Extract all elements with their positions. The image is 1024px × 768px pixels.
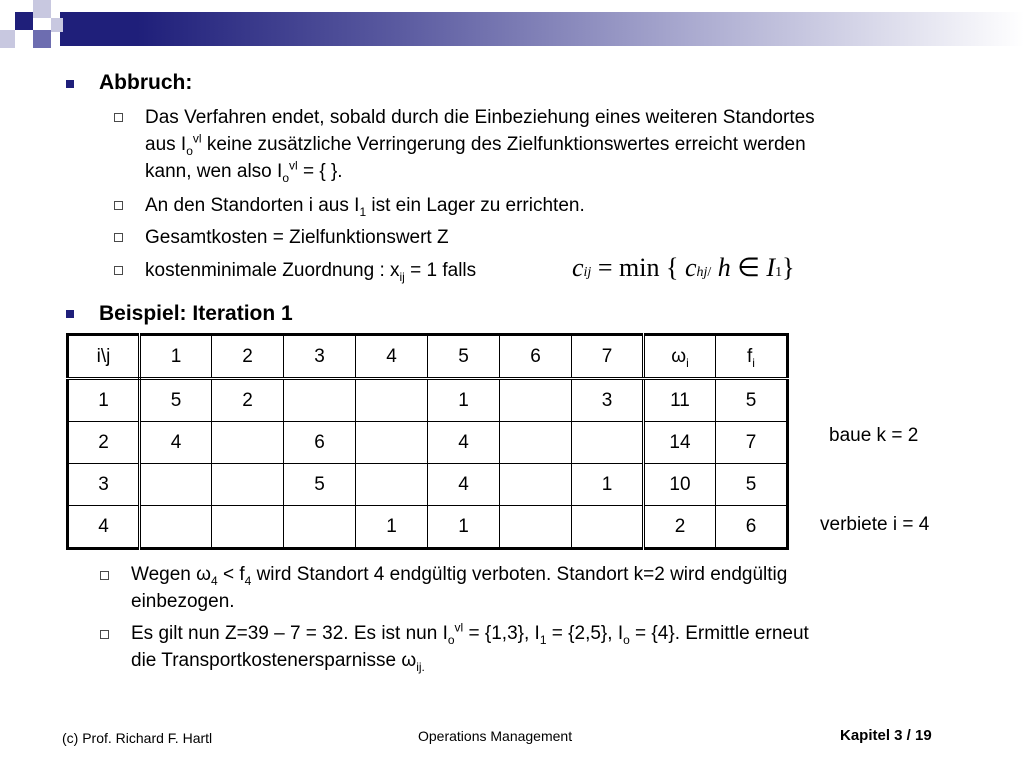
- table-cell: [356, 379, 428, 422]
- header-square-3: [33, 30, 51, 48]
- header-cell-f: $f_i$: [716, 335, 788, 379]
- header-square-1: [15, 12, 33, 30]
- table-cell: 5: [284, 464, 356, 506]
- table-cell: [572, 506, 644, 549]
- header-cell-omega: $\omega_i$: [644, 335, 716, 379]
- table-cell: 3: [572, 379, 644, 422]
- table-cell: [500, 464, 572, 506]
- checkbox-bullet-icon: [100, 571, 109, 580]
- bullet-square-icon: [66, 310, 74, 318]
- conclusion-item-1-line-1: Wegen $\omega_4 < f_4$ wird Standort 4 endgültig verboten. Standort k=2 wird endgültig: [131, 564, 788, 588]
- table-cell: 4: [428, 464, 500, 506]
- table-cell: 10: [644, 464, 716, 506]
- table-cell: [500, 506, 572, 549]
- table-cell: [212, 422, 284, 464]
- table-cell: 3: [68, 464, 140, 506]
- table-cell: 5: [140, 379, 212, 422]
- table-cell: [284, 506, 356, 549]
- header-cell-ij: i\j: [68, 335, 140, 379]
- header-cell: 3: [284, 335, 356, 379]
- table-cell: [356, 464, 428, 506]
- header-cell: 7: [572, 335, 644, 379]
- header-square-4: [0, 30, 15, 48]
- abbruch-item-1-line-3: kann, wen also $I_o^{vl}$ = { }.: [145, 158, 343, 185]
- heading-beispiel: Beispiel: Iteration 1: [99, 302, 293, 325]
- table-cell: 6: [716, 506, 788, 549]
- table-cell: 1: [356, 506, 428, 549]
- conclusion-item-2-line-1: Es gilt nun Z=39 – 7 = 32. Es ist nun $I_o^{vl} = \{1,3\}$, $I_1 = \{2,5\}$, $I_o = \{4\}$. Ermittle erneut: [131, 620, 809, 647]
- footer-title: Operations Management: [418, 728, 573, 744]
- assignment-formula: cij = min { chj/ h ∈ I1}: [572, 253, 795, 282]
- header-cell: 2: [212, 335, 284, 379]
- checkbox-bullet-icon: [100, 630, 109, 639]
- note-verbiete: verbiete i = 4: [820, 514, 930, 535]
- table-cell: 1: [572, 464, 644, 506]
- table-cell: 5: [716, 464, 788, 506]
- table-cell: 2: [644, 506, 716, 549]
- table-cell: [212, 464, 284, 506]
- conclusion-item-1-line-2: einbezogen.: [131, 591, 235, 612]
- table-cell: 1: [428, 379, 500, 422]
- table-cell: 2: [212, 379, 284, 422]
- abbruch-item-2: An den Standorten i aus $I_1$ ist ein Lager zu errichten.: [145, 195, 585, 219]
- table-cell: 14: [644, 422, 716, 464]
- checkbox-bullet-icon: [114, 266, 123, 275]
- abbruch-item-4: kostenminimale Zuordnung : $x_{ij} = 1$ falls: [145, 260, 477, 284]
- table-cell: [284, 379, 356, 422]
- checkbox-bullet-icon: [114, 113, 123, 122]
- table-cell: [572, 422, 644, 464]
- conclusion-item-2-line-2: die Transportkostenersparnisse $\omega_{ij.}$: [131, 650, 425, 674]
- header-gradient-bar: [60, 12, 1024, 46]
- table-row: [68, 379, 788, 422]
- header-cell: 6: [500, 335, 572, 379]
- checkbox-bullet-icon: [114, 233, 123, 242]
- table-cell: 1: [68, 379, 140, 422]
- table-cell: 5: [716, 379, 788, 422]
- bullet-square-icon: [66, 80, 74, 88]
- header-cell: 1: [140, 335, 212, 379]
- table-cell: [356, 422, 428, 464]
- table-cell: [140, 506, 212, 549]
- abbruch-item-3: Gesamtkosten = Zielfunktionswert Z: [145, 227, 449, 248]
- table-header-row: [68, 335, 788, 379]
- note-baue: baue k = 2: [829, 425, 919, 446]
- table-cell: [500, 379, 572, 422]
- abbruch-item-1-line-1: Das Verfahren endet, sobald durch die Einbeziehung eines weiteren Standortes: [145, 107, 815, 128]
- table-cell: 4: [140, 422, 212, 464]
- footer-author: (c) Prof. Richard F. Hartl: [62, 730, 213, 746]
- iteration-table: [66, 333, 789, 550]
- header-cell: 5: [428, 335, 500, 379]
- header-square-2: [33, 0, 51, 18]
- table-cell: 4: [68, 506, 140, 549]
- checkbox-bullet-icon: [114, 201, 123, 210]
- table-cell: 11: [644, 379, 716, 422]
- table-row: [68, 506, 788, 549]
- table-cell: [140, 464, 212, 506]
- header-square-5: [51, 18, 63, 32]
- table-cell: [212, 506, 284, 549]
- footer-page-number: Kapitel 3 / 19: [840, 727, 932, 744]
- table-row: [68, 422, 788, 464]
- header-cell: 4: [356, 335, 428, 379]
- abbruch-item-1-line-2: aus $I_o^{vl}$ keine zusätzliche Verringerung des Zielfunktionswertes erreicht werden: [145, 131, 806, 158]
- table-cell: 7: [716, 422, 788, 464]
- table-cell: 4: [428, 422, 500, 464]
- table-cell: 6: [284, 422, 356, 464]
- table-cell: 1: [428, 506, 500, 549]
- table-cell: 2: [68, 422, 140, 464]
- table-row: [68, 464, 788, 506]
- table-cell: [500, 422, 572, 464]
- heading-abbruch: Abbruch:: [99, 71, 193, 94]
